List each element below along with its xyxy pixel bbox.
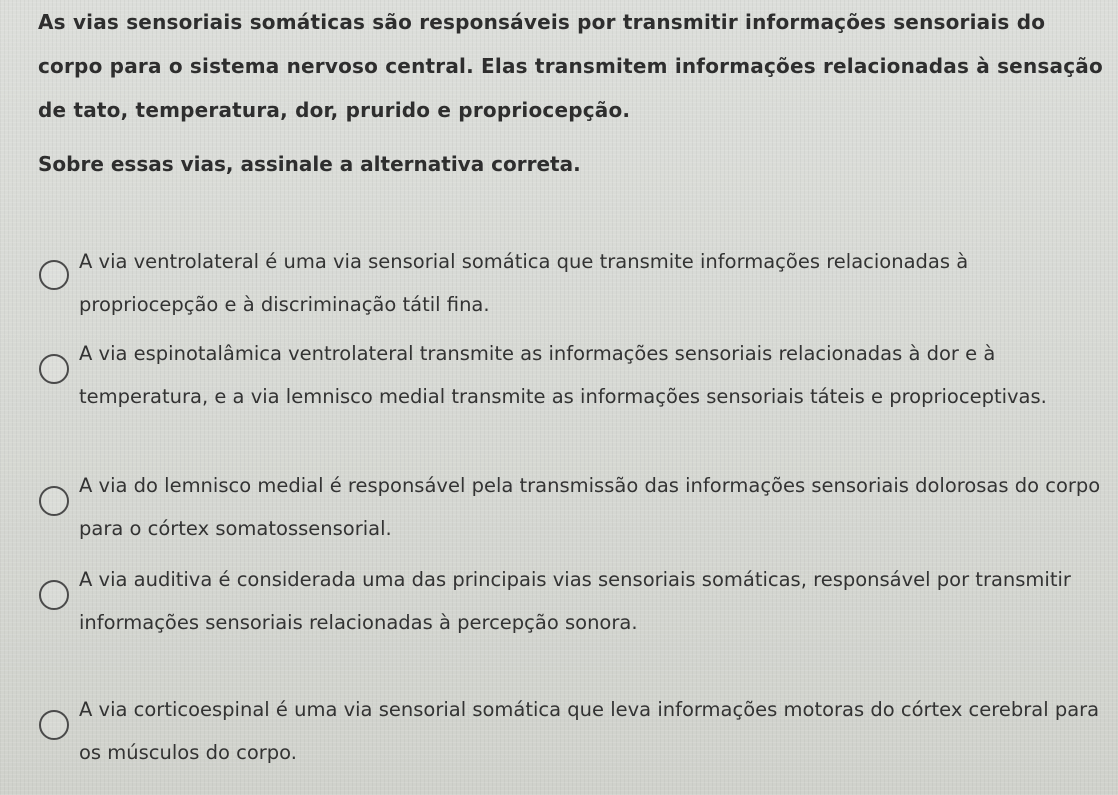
radio-button[interactable] (39, 354, 69, 384)
option-3[interactable] (38, 464, 1118, 550)
radio-button[interactable] (39, 580, 69, 610)
question-prompt: Sobre essas vias, assinale a alternativa correta. (38, 152, 581, 176)
option-label: A via ventrolateral é uma via sensorial somática que transmite informações relacionadas à propriocepção e à discriminação tátil fina. (79, 250, 969, 316)
radio-button[interactable] (39, 260, 69, 290)
option-2[interactable] (38, 332, 1118, 462)
option-4[interactable] (38, 558, 1118, 688)
option-label: A via corticoespinal é uma via sensorial somática que leva informações motoras do córtex cerebral para os músculos do corpo. (79, 698, 1100, 764)
option-label: A via do lemnisco medial é responsável pela transmissão das informações sensoriais dolorosas do corpo para o córtex somatossensorial. (79, 474, 1101, 540)
question-stem: As vias sensoriais somáticas são responsáveis por transmitir informações sensoriais do corpo para o sistema nervoso central. Elas transmitem informações relacionadas à sensação de tato, temperatura, dor, prurido e propriocepção. (38, 10, 1103, 122)
option-5[interactable] (38, 688, 1118, 774)
option-label: A via espinotalâmica ventrolateral transmite as informações sensoriais relacionadas à dor e à temperatura, e a via lemnisco medial transmite as informações sensoriais táteis e proprioceptivas. (79, 342, 1047, 408)
radio-button[interactable] (39, 486, 69, 516)
option-label: A via auditiva é considerada uma das principais vias sensoriais somáticas, responsável por transmitir informações sensoriais relacionadas à percepção sonora. (79, 568, 1071, 634)
radio-button[interactable] (39, 710, 69, 740)
question-block (38, 0, 1110, 764)
option-1[interactable] (38, 240, 1118, 326)
